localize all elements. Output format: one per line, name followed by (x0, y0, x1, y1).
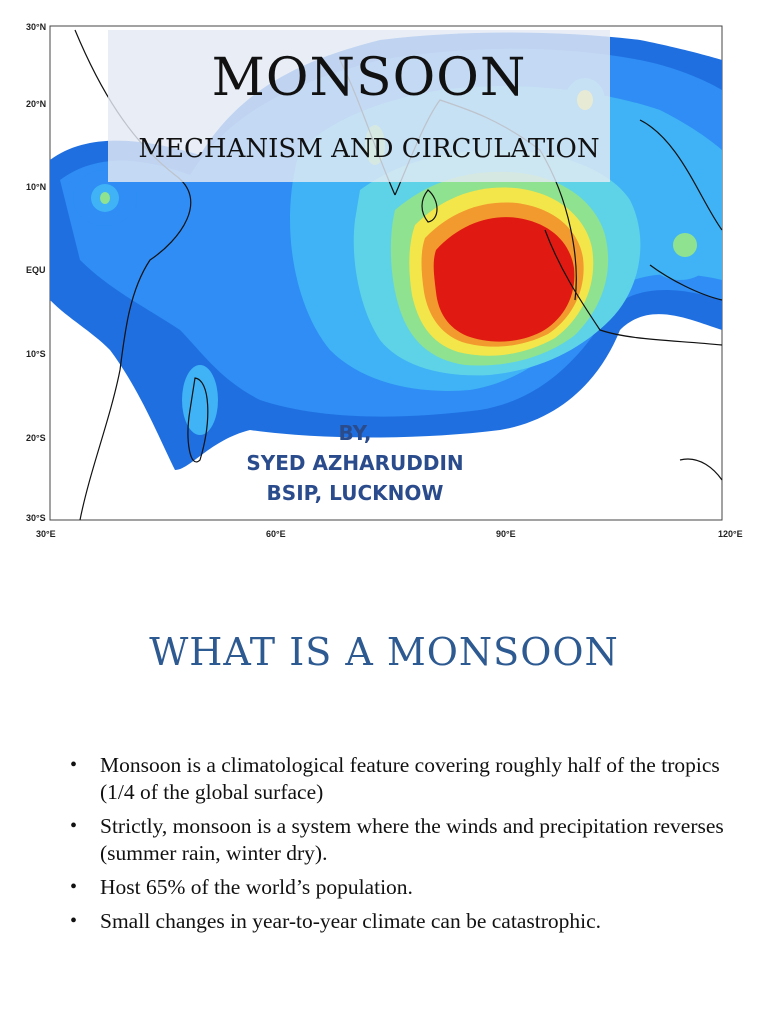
lat-label-equ: EQU (26, 265, 46, 275)
byline-by: BY, (338, 421, 372, 445)
lon-label-120e: 120°E (718, 529, 743, 539)
author-byline (205, 418, 505, 508)
bullet-list (70, 752, 750, 942)
byline-affiliation: BSIP, LUCKNOW (266, 481, 444, 505)
lat-label-10s: 10°S (26, 349, 46, 359)
lon-label-90e: 90°E (496, 529, 516, 539)
section-heading: WHAT IS A MONSOON (149, 630, 619, 674)
slide-subtitle: MECHANISM AND CIRCULATION (138, 134, 600, 164)
bullet-item: • Monsoon is a climatological feature covering roughly half of the tropics (1/4 of the global surface) (70, 752, 750, 806)
lat-label-30s: 30°S (26, 513, 46, 523)
lat-label-10n: 10°N (26, 182, 47, 192)
bullet-item: • Small changes in year-to-year climate can be catastrophic. (70, 908, 750, 935)
lat-label-20s: 20°S (26, 433, 46, 443)
bullet-item: • Strictly, monsoon is a system where the winds and precipitation reverses (summer rain, winter dry). (70, 813, 750, 867)
byline-author: SYED AZHARUDDIN (246, 451, 464, 475)
lat-label-20n: 20°N (26, 99, 47, 109)
lat-label-30n: 30°N (26, 22, 47, 32)
lon-label-30e: 30°E (36, 529, 56, 539)
bullet-item: • Host 65% of the world’s population. (70, 874, 750, 901)
slide-title: MONSOON (211, 48, 527, 108)
lon-label-60e: 60°E (266, 529, 286, 539)
